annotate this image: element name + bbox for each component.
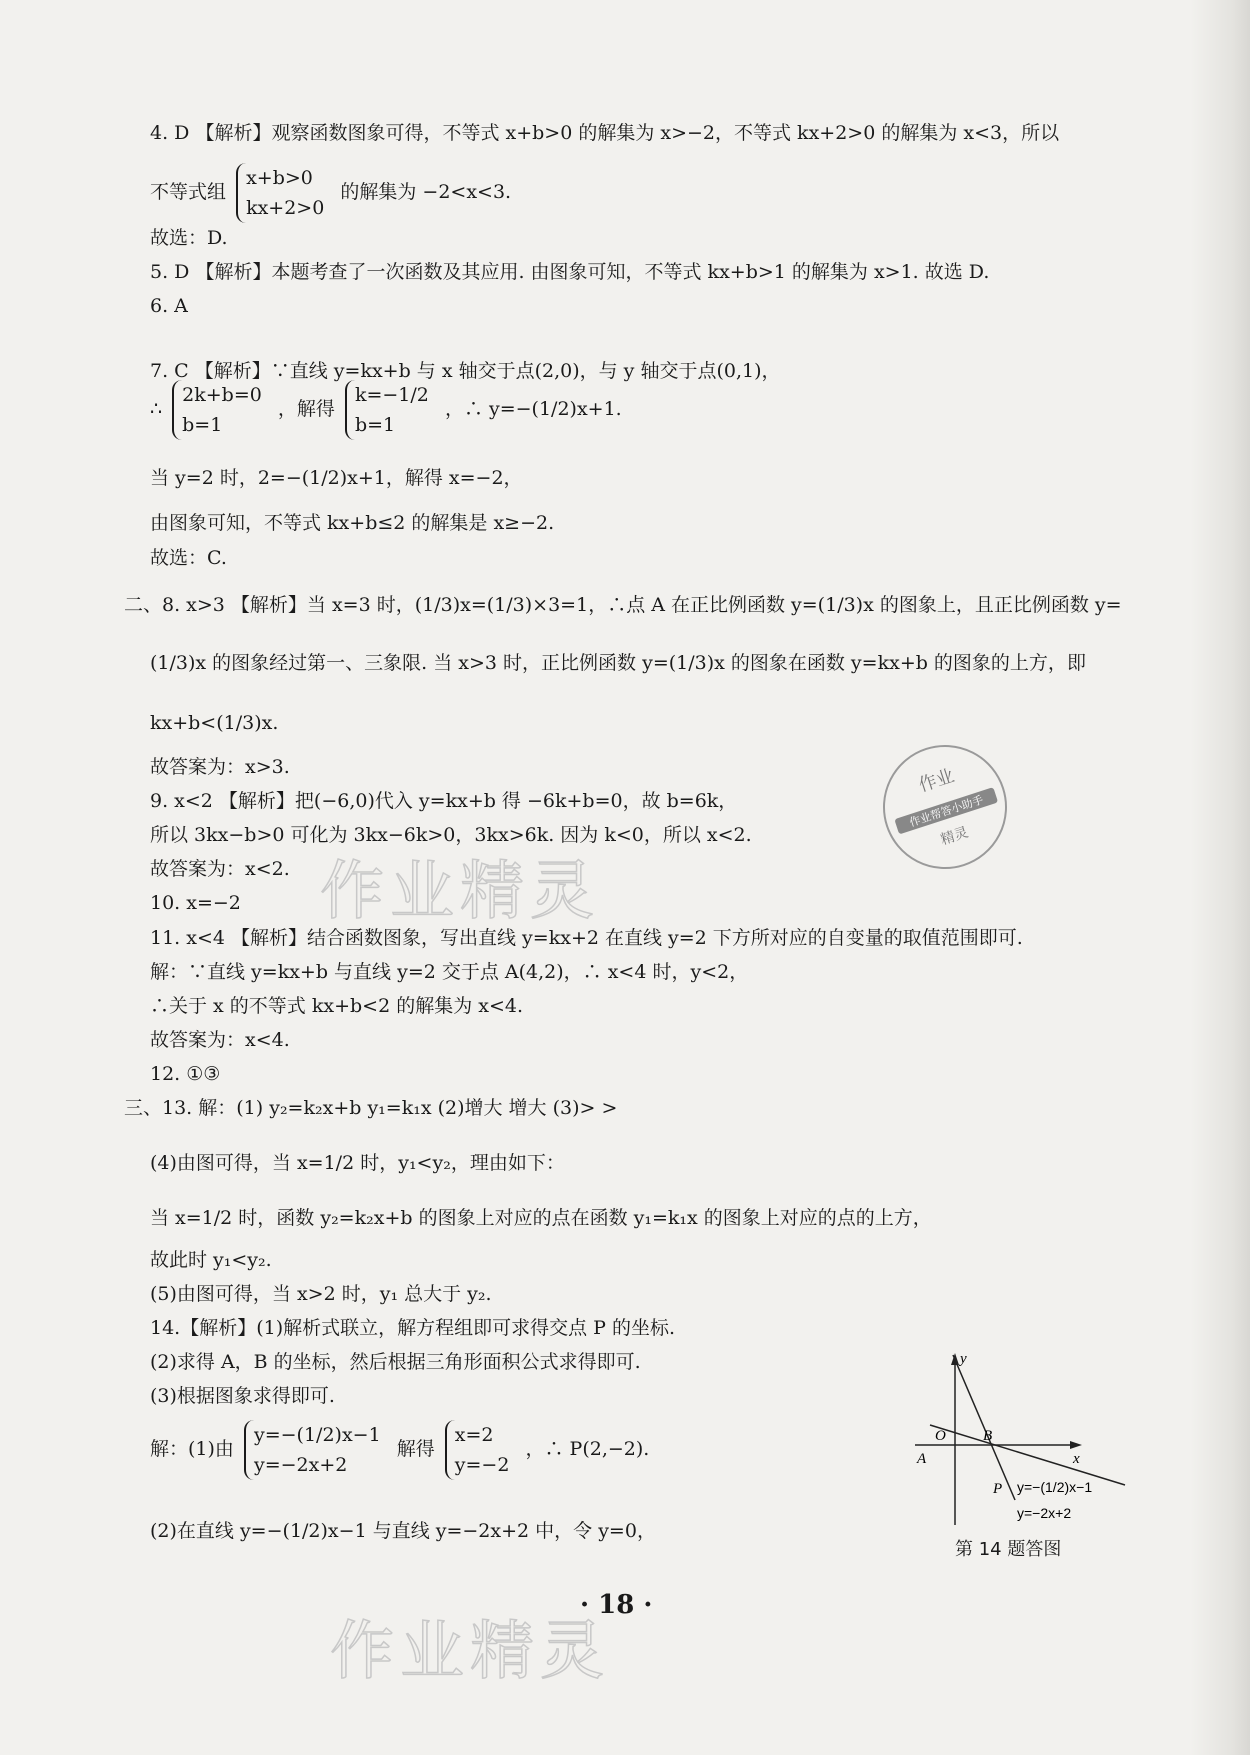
answer-8-ineq: kx+b<(1/3)x. <box>150 712 279 734</box>
text: ∴ <box>150 398 163 420</box>
label-p: P <box>993 1481 1003 1497</box>
answer-14-solution <box>150 1420 649 1480</box>
label-y: y <box>960 1351 967 1367</box>
label-a: A <box>917 1451 927 1467</box>
text: ，∴ y=−(1/2)x+1. <box>444 398 622 420</box>
page-number: · 18 · <box>580 1590 653 1620</box>
answer-4-choice: 故选：D. <box>150 227 228 249</box>
equation-system <box>172 380 268 440</box>
answer-13-4: (4)由图可得，当 x=1/2 时，y₁<y₂，理由如下： <box>150 1152 565 1174</box>
line-1 <box>930 1425 1125 1485</box>
answer-11: 11. x<4 【解析】结合函数图象，写出直线 y=kx+2 在直线 y=2 下方所对应的自变量的取值范围即可. <box>150 927 1023 949</box>
answer-14-step2: (2)在直线 y=−(1/2)x−1 与直线 y=−2x+2 中，令 y=0， <box>150 1520 656 1542</box>
answer-10: 10. x=−2 <box>150 892 241 914</box>
text: ，∴ P(2,−2). <box>525 1438 650 1460</box>
answer-9-final: 故答案为：x<2. <box>150 858 290 880</box>
text: 解得 <box>396 1438 435 1460</box>
text: 的解集为 −2<x<3. <box>340 181 512 203</box>
sys-row-1: y=−(1/2)x−1 <box>253 1424 381 1446</box>
sys-row-1: x+b>0 <box>246 167 313 189</box>
stamp-middle: 作业帮答小助手 <box>894 787 998 834</box>
equation-system <box>244 1420 387 1480</box>
answer-11-ineq: ∴关于 x 的不等式 kx+b<2 的解集为 x<4. <box>150 995 523 1017</box>
answer-4: 4. D 【解析】观察函数图象可得，不等式 x+b>0 的解集为 x>−2，不等式 kx+2>0 的解集为 x<3，所以 <box>150 122 1060 144</box>
sys-row-2: y=−2 <box>454 1454 510 1476</box>
answer-13-conclusion: 故此时 y₁<y₂. <box>150 1249 272 1271</box>
stamp-bottom: 精灵 <box>938 824 971 849</box>
answer-11-cont: 解：∵直线 y=kx+b 与直线 y=2 交于点 A(4,2)，∴ x<4 时，y<2， <box>150 961 749 983</box>
answer-11-final: 故答案为：x<4. <box>150 1029 290 1051</box>
label-b: B <box>983 1428 993 1444</box>
answer-4-system <box>150 163 511 223</box>
answer-7: 7. C 【解析】∵直线 y=kx+b 与 x 轴交于点(2,0)，与 y 轴交于点(0,1)， <box>150 360 781 382</box>
stamp-top: 作业 <box>916 765 957 797</box>
answer-7-step: 当 y=2 时，2=−(1/2)x+1，解得 x=−2， <box>150 467 523 489</box>
solution-system <box>345 380 435 440</box>
answer-5: 5. D 【解析】本题考查了一次函数及其应用. 由图象可知，不等式 kx+b>1 的解集为 x>1. 故选 D. <box>150 261 990 283</box>
figure-14-graph <box>905 1345 1135 1530</box>
inequality-system <box>236 163 330 223</box>
text: 不等式组 <box>150 181 227 203</box>
sys-row-1: x=2 <box>454 1424 494 1446</box>
answer-14: 14.【解析】(1)解析式联立，解方程组即可求得交点 P 的坐标. <box>150 1317 676 1339</box>
sys-row-1: k=−1/2 <box>354 384 429 406</box>
answer-9: 9. x<2 【解析】把(−6,0)代入 y=kx+b 得 −6k+b=0，故 b=6k， <box>150 790 738 812</box>
answer-7-choice: 故选：C. <box>150 547 227 569</box>
label-x: x <box>1073 1451 1080 1467</box>
page-fold-shadow <box>1190 0 1250 1755</box>
watermark: 作业精灵 <box>320 855 600 929</box>
answer-6: 6. A <box>150 295 188 317</box>
x-arrow-icon <box>1070 1441 1082 1449</box>
sys-row-2: b=1 <box>182 414 223 436</box>
answer-12: 12. ①③ <box>150 1063 221 1085</box>
solution-system <box>445 1420 516 1480</box>
answer-7-result: 由图象可知，不等式 kx+b≤2 的解集是 x≥−2. <box>150 512 555 534</box>
answer-13-reason: 当 x=1/2 时，函数 y₂=k₂x+b 的图象上对应的点在函数 y₁=k₁x 的图象上对应的点的上方， <box>150 1207 932 1229</box>
answer-13-5: (5)由图可得，当 x>2 时，y₁ 总大于 y₂. <box>150 1283 492 1305</box>
line-2-label: y=−2x+2 <box>1017 1505 1072 1521</box>
sys-row-2: y=−2x+2 <box>253 1454 348 1476</box>
answer-13: 三、13. 解：(1) y₂=k₂x+b y₁=k₁x (2)增大 增大 (3)> > <box>124 1097 618 1119</box>
sys-row-1: 2k+b=0 <box>182 384 262 406</box>
figure-caption: 第 14 题答图 <box>955 1539 1062 1560</box>
answer-9-cont: 所以 3kx−b>0 可化为 3kx−6k>0，3kx>6k. 因为 k<0，所以 x<2. <box>150 824 752 846</box>
answer-7-system <box>150 380 622 440</box>
answer-14-3: (3)根据图象求得即可. <box>150 1385 335 1407</box>
watermark-bottom: 作业精灵 <box>330 1615 610 1689</box>
stamp-logo <box>867 729 1023 885</box>
answer-8-final: 故答案为：x>3. <box>150 756 290 778</box>
text: 解：(1)由 <box>150 1438 234 1460</box>
sys-row-2: kx+2>0 <box>246 197 325 219</box>
answer-14-2: (2)求得 A，B 的坐标，然后根据三角形面积公式求得即可. <box>150 1351 641 1373</box>
line-1-label: y=−(1/2)x−1 <box>1017 1479 1093 1495</box>
text: ，解得 <box>277 398 335 420</box>
answer-8-cont: (1/3)x 的图象经过第一、三象限. 当 x>3 时，正比例函数 y=(1/3)x 的图象在函数 y=kx+b 的图象的上方，即 <box>150 652 1086 674</box>
sys-row-2: b=1 <box>354 414 396 436</box>
label-o: O <box>935 1428 946 1444</box>
answer-8: 二、8. x>3 【解析】当 x=3 时，(1/3)x=(1/3)×3=1，∴点 A 在正比例函数 y=(1/3)x 的图象上，且正比例函数 y= <box>124 594 1122 616</box>
